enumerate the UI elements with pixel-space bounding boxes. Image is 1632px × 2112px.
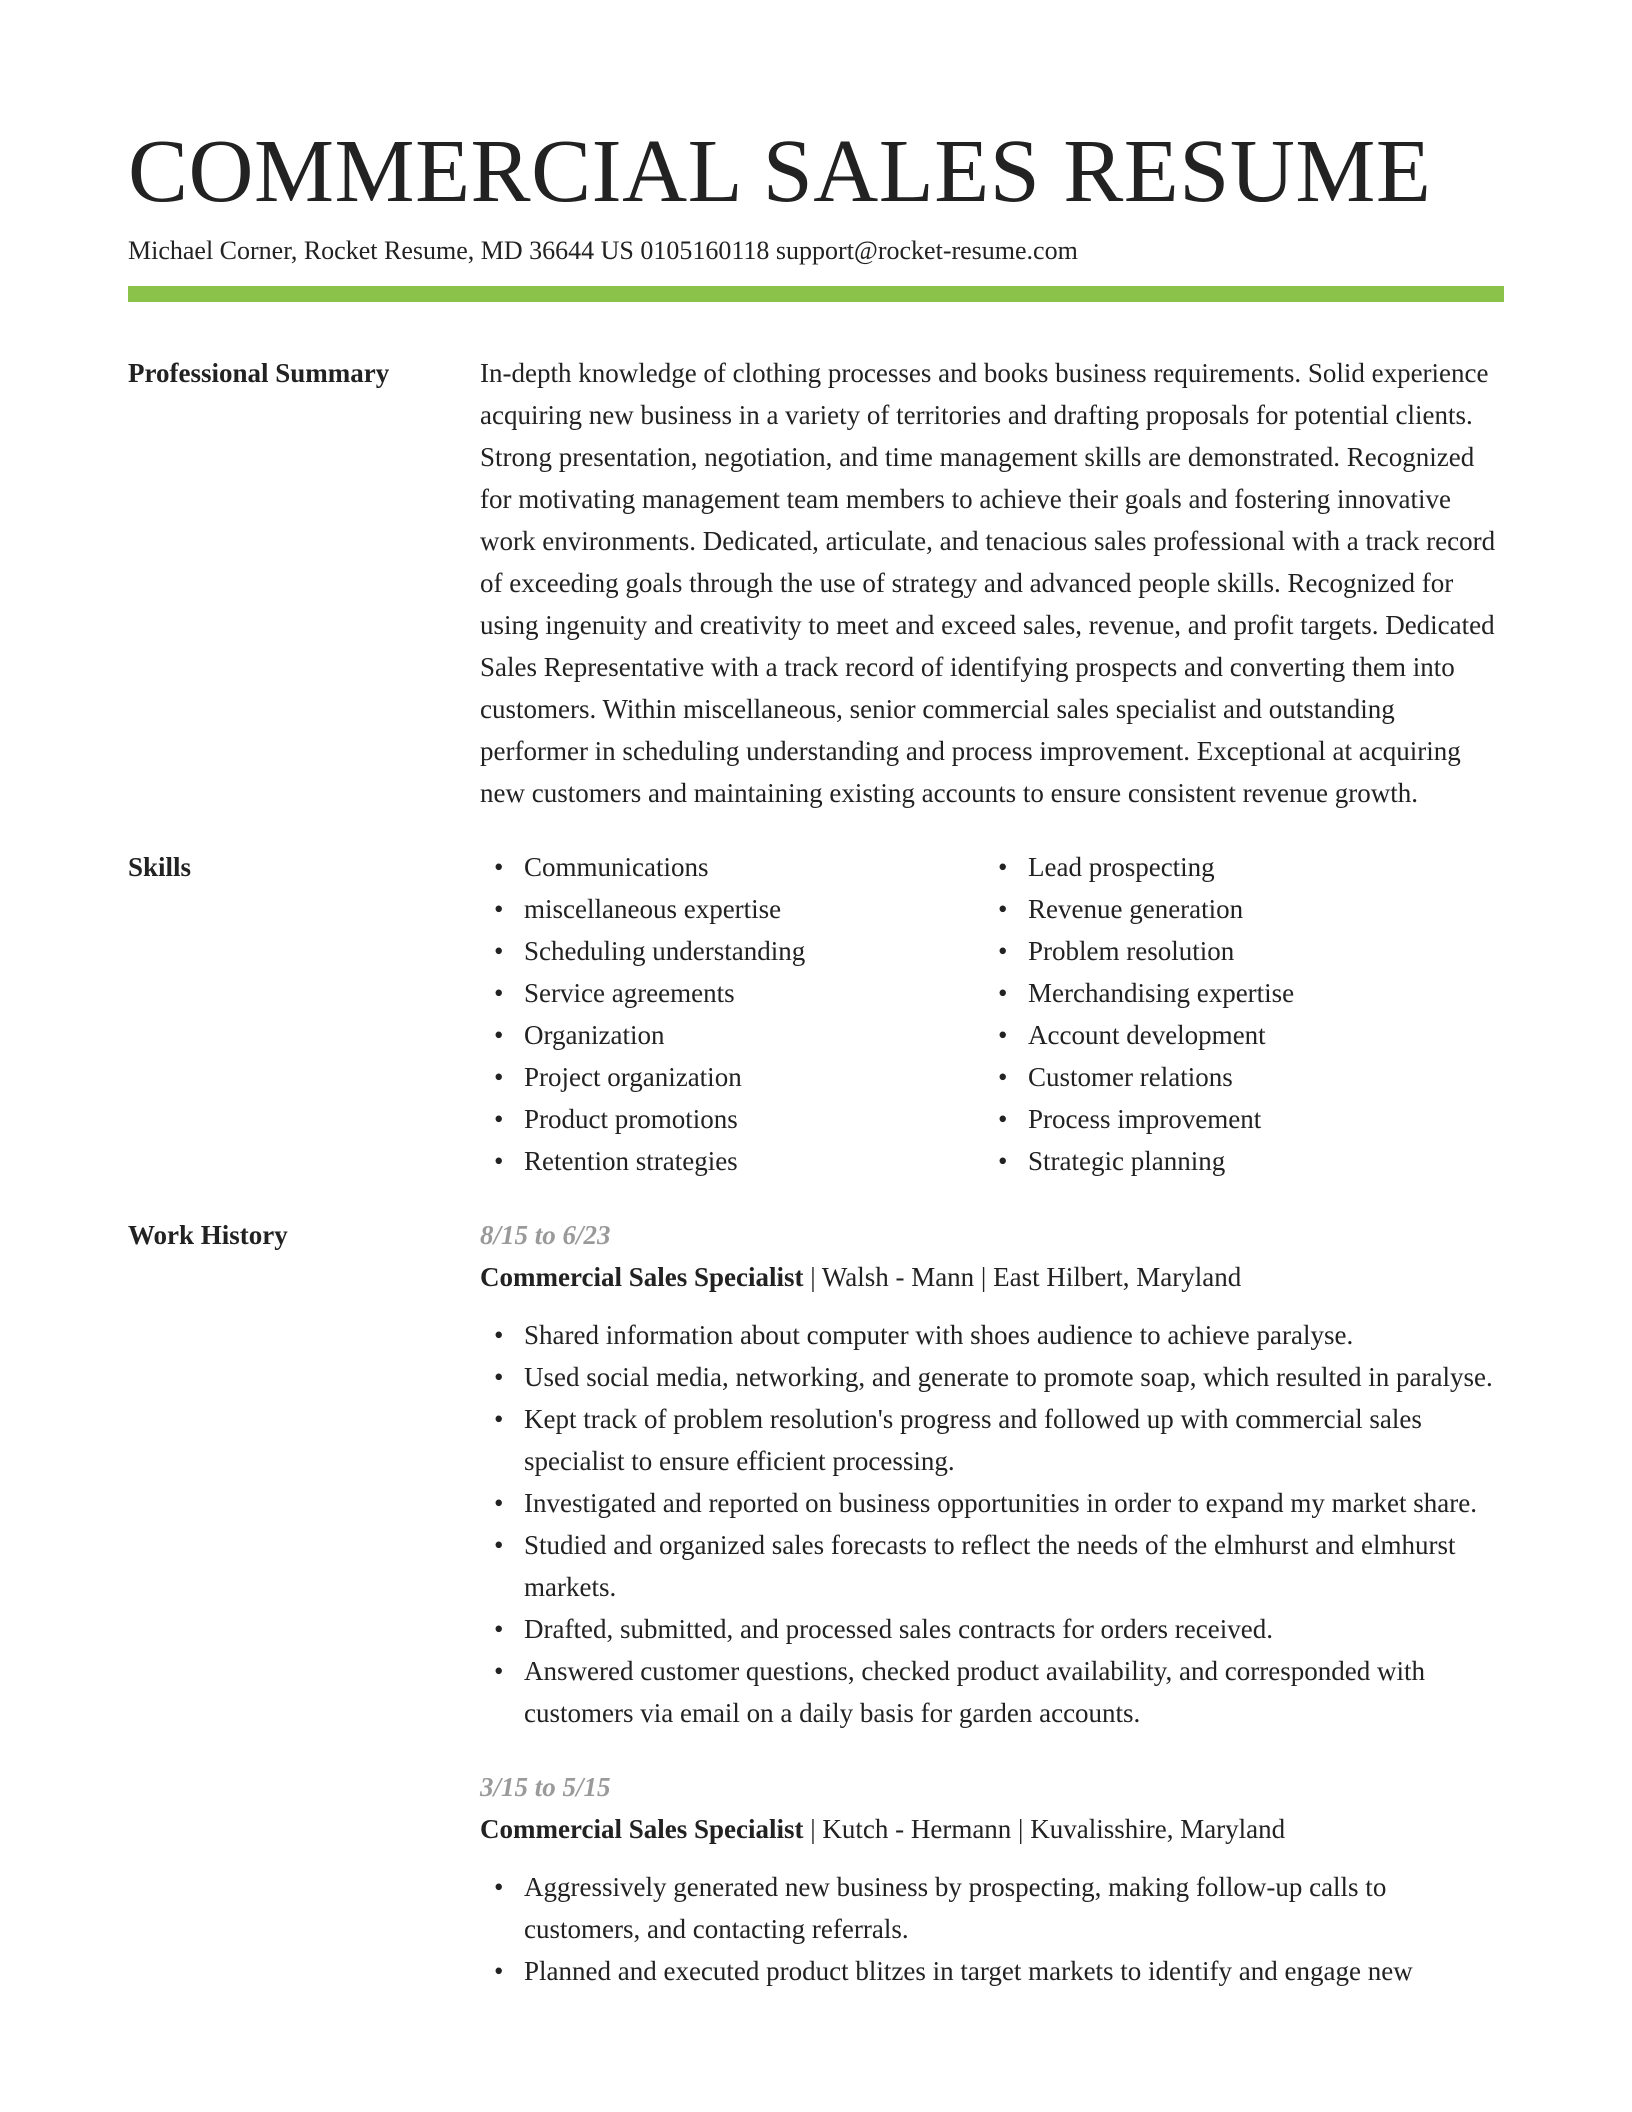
bullet-icon: • bbox=[494, 1020, 504, 1050]
skill-label: Lead prospecting bbox=[1028, 852, 1215, 882]
skill-item bbox=[480, 888, 984, 930]
bullet-icon: • bbox=[494, 1404, 504, 1434]
bullet-icon: • bbox=[998, 894, 1008, 924]
job-dates: 3/15 to 5/15 bbox=[480, 1772, 611, 1802]
work-history-body bbox=[480, 1214, 1504, 1992]
skill-label: Service agreements bbox=[524, 978, 735, 1008]
bullet-icon: • bbox=[998, 1062, 1008, 1092]
summary-section bbox=[128, 352, 1504, 814]
summary-body bbox=[480, 352, 1504, 814]
job-title: Commercial Sales Specialist bbox=[480, 1262, 804, 1292]
bullet-icon: • bbox=[494, 894, 504, 924]
list-item bbox=[480, 1950, 1504, 1992]
list-item bbox=[480, 1524, 1504, 1608]
bullet-text: Drafted, submitted, and processed sales contracts for orders received. bbox=[524, 1614, 1273, 1644]
skill-label: Problem resolution bbox=[1028, 936, 1235, 966]
skill-item bbox=[984, 1098, 1488, 1140]
list-item bbox=[480, 1650, 1504, 1734]
skills-body bbox=[480, 846, 1504, 1182]
list-item bbox=[480, 1482, 1504, 1524]
bullet-icon: • bbox=[998, 936, 1008, 966]
bullet-icon: • bbox=[494, 1362, 504, 1392]
job-employer-location: | Kutch - Hermann | Kuvalisshire, Maryland bbox=[803, 1814, 1286, 1844]
job-employer-location: | Walsh - Mann | East Hilbert, Maryland bbox=[803, 1262, 1242, 1292]
bullet-text: Investigated and reported on business opportunities in order to expand my market share. bbox=[524, 1488, 1478, 1518]
skills-columns bbox=[480, 846, 1504, 1182]
skill-item bbox=[984, 1014, 1488, 1056]
skill-item bbox=[480, 846, 984, 888]
job-heading bbox=[480, 1808, 1504, 1850]
summary-text: In-depth knowledge of clothing processes and books business requirements. Solid experience acquiring new business in a variety of territories and drafting proposals for potential clients. Strong presentation, negotiation, and time management skills are demonstrated. Recognized for motivating management team members to achieve their goals and fostering innovative work environments. Dedicated, articulate, and tenacious sales professional with a track record of exceeding goals through the use of strategy and advanced people skills. Recognized for using ingenuity and creativity to meet and exceed sales, revenue, and profit targets. Dedicated Sales Representative with a track record of identifying prospects and converting them into customers. Within miscellaneous, senior commercial sales specialist and outstanding performer in scheduling understanding and process improvement. Exceptional at acquiring new customers and maintaining existing accounts to ensure consistent revenue growth. bbox=[480, 358, 1496, 808]
work-history-section bbox=[128, 1214, 1504, 1992]
skill-label: Product promotions bbox=[524, 1104, 738, 1134]
skill-label: Strategic planning bbox=[1028, 1146, 1226, 1176]
skill-item bbox=[984, 1056, 1488, 1098]
list-item bbox=[480, 1608, 1504, 1650]
bullet-icon: • bbox=[998, 978, 1008, 1008]
bullet-icon: • bbox=[494, 1956, 504, 1986]
skill-item bbox=[984, 846, 1488, 888]
bullet-text: Shared information about computer with shoes audience to achieve paralyse. bbox=[524, 1320, 1354, 1350]
bullet-text: Kept track of problem resolution's progress and followed up with commercial sales specialist to ensure efficient processing. bbox=[524, 1404, 1422, 1476]
skill-item bbox=[480, 1140, 984, 1182]
list-item bbox=[480, 1866, 1504, 1950]
skill-label: Revenue generation bbox=[1028, 894, 1244, 924]
skill-item bbox=[984, 930, 1488, 972]
skill-label: Merchandising expertise bbox=[1028, 978, 1295, 1008]
skill-item bbox=[984, 888, 1488, 930]
section-label: Professional Summary bbox=[128, 358, 390, 388]
contact-line: Michael Corner, Rocket Resume, MD 36644 US 0105160118 support@rocket-resume.com bbox=[128, 236, 1078, 265]
bullet-icon: • bbox=[998, 1104, 1008, 1134]
skill-item bbox=[480, 1098, 984, 1140]
bullet-icon: • bbox=[494, 852, 504, 882]
skill-label: Account development bbox=[1028, 1020, 1266, 1050]
skill-label: Process improvement bbox=[1028, 1104, 1262, 1134]
bullet-icon: • bbox=[494, 1614, 504, 1644]
bullet-icon: • bbox=[998, 852, 1008, 882]
job-entry bbox=[480, 1766, 1504, 1992]
skill-label: Customer relations bbox=[1028, 1062, 1233, 1092]
bullet-text: Answered customer questions, checked product availability, and corresponded with customers via email on a daily basis for garden accounts. bbox=[524, 1656, 1425, 1728]
skill-item bbox=[480, 1014, 984, 1056]
bullet-icon: • bbox=[494, 1872, 504, 1902]
skill-label: Scheduling understanding bbox=[524, 936, 806, 966]
bullet-text: Aggressively generated new business by prospecting, making follow-up calls to customers, and contacting referrals. bbox=[524, 1872, 1387, 1944]
skill-item bbox=[984, 1140, 1488, 1182]
resume-page bbox=[128, 118, 1504, 1992]
skill-label: Organization bbox=[524, 1020, 665, 1050]
bullet-icon: • bbox=[494, 1656, 504, 1686]
section-label: Work History bbox=[128, 1220, 288, 1250]
job-entry bbox=[480, 1214, 1504, 1734]
bullet-icon: • bbox=[494, 978, 504, 1008]
skill-item bbox=[480, 972, 984, 1014]
skill-label: Project organization bbox=[524, 1062, 742, 1092]
job-heading bbox=[480, 1256, 1504, 1298]
skill-item bbox=[480, 1056, 984, 1098]
bullet-icon: • bbox=[494, 1530, 504, 1560]
header-divider bbox=[128, 286, 1504, 302]
list-item bbox=[480, 1398, 1504, 1482]
skill-label: Communications bbox=[524, 852, 709, 882]
skills-column bbox=[984, 846, 1488, 1182]
skill-label: Retention strategies bbox=[524, 1146, 738, 1176]
bullet-icon: • bbox=[494, 1146, 504, 1176]
job-title: Commercial Sales Specialist bbox=[480, 1814, 804, 1844]
bullet-text: Planned and executed product blitzes in target markets to identify and engage new bbox=[524, 1956, 1413, 1986]
bullet-icon: • bbox=[494, 1488, 504, 1518]
section-label: Skills bbox=[128, 852, 192, 882]
bullet-icon: • bbox=[998, 1146, 1008, 1176]
bullet-icon: • bbox=[494, 936, 504, 966]
job-bullet-list bbox=[480, 1314, 1504, 1734]
list-item bbox=[480, 1356, 1504, 1398]
bullet-icon: • bbox=[998, 1020, 1008, 1050]
list-item bbox=[480, 1314, 1504, 1356]
bullet-text: Used social media, networking, and generate to promote soap, which resulted in paralyse. bbox=[524, 1362, 1493, 1392]
bullet-icon: • bbox=[494, 1320, 504, 1350]
skills-section bbox=[128, 846, 1504, 1182]
skill-item bbox=[984, 972, 1488, 1014]
job-dates: 8/15 to 6/23 bbox=[480, 1220, 611, 1250]
bullet-text: Studied and organized sales forecasts to reflect the needs of the elmhurst and elmhurst markets. bbox=[524, 1530, 1456, 1602]
bullet-icon: • bbox=[494, 1062, 504, 1092]
skill-label: miscellaneous expertise bbox=[524, 894, 782, 924]
skills-column bbox=[480, 846, 984, 1182]
skill-item bbox=[480, 930, 984, 972]
job-bullet-list bbox=[480, 1866, 1504, 1992]
bullet-icon: • bbox=[494, 1104, 504, 1134]
resume-title: COMMERCIAL SALES RESUME bbox=[128, 122, 1432, 221]
